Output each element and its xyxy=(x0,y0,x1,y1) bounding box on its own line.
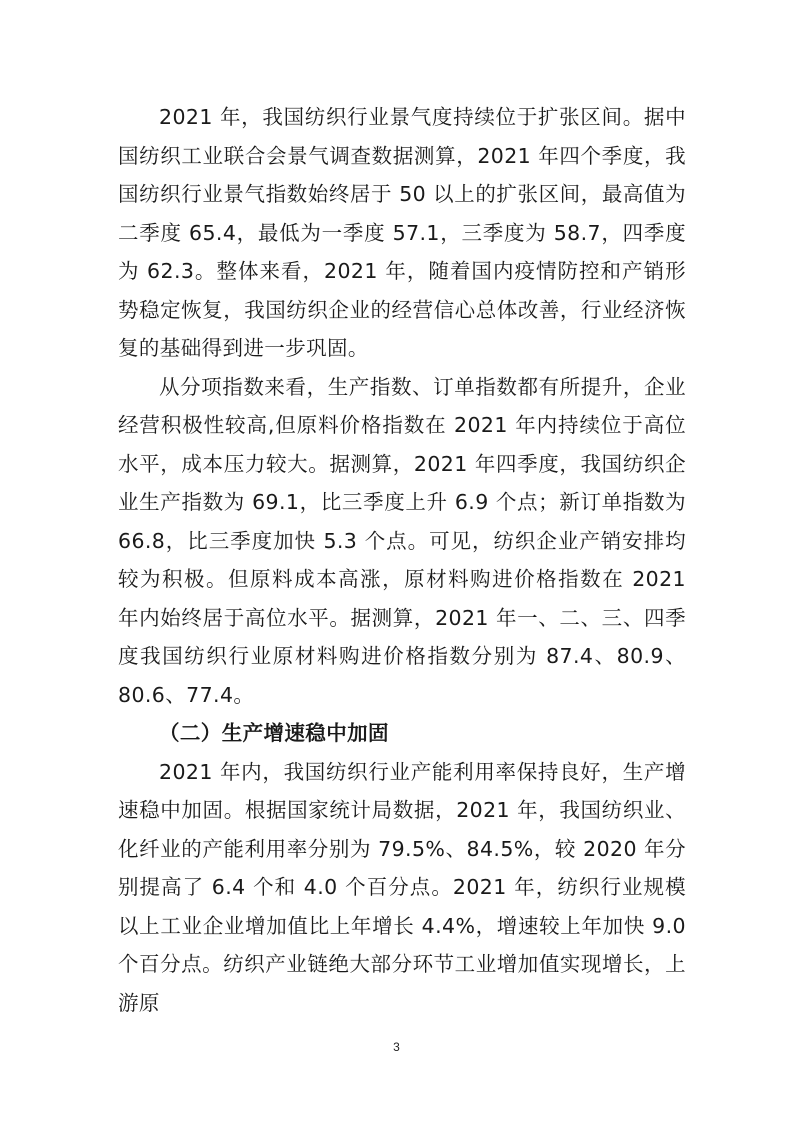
body-text xyxy=(118,98,686,1022)
paragraph-production-growth: 2021 年内，我国纺织行业产能利用率保持良好，生产增速稳中加固。根据国家统计局数据，2021 年，我国纺织业、化纤业的产能利用率分别为 79.5%、84.5%，较 2020 年分别提高了 6.4 个和 4.0 个百分点。2021 年，纺织行业规模以上工业企业增加值比上年增长 4.4%，增速较上年加快 9.0 个百分点。纺织产业链绝大部分环节工业增加值实现增长，上游原 xyxy=(118,759,686,1015)
paragraph-sub-indices: 从分项指数来看，生产指数、订单指数都有所提升，企业经营积极性较高,但原料价格指数在 2021 年内持续位于高位水平，成本压力较大。据测算，2021 年四季度，我国纺织企业生产指数为 69.1，比三季度上升 6.9 个点；新订单指数为 66.8，比三季度加快 5.3 个点。可见，纺织企业产销安排均较为积极。但原料成本高涨，原材料购进价格指数在 2021 年内始终居于高位水平。据测算，2021 年一、二、三、四季度我国纺织行业原材料购进价格指数分别为 87.4、80.9、80.6、77.4。 xyxy=(118,374,686,707)
section-heading: （二）生产增速稳中加固 xyxy=(159,721,389,745)
page-number: 3 xyxy=(393,1040,400,1054)
paragraph-industry-sentiment: 2021 年，我国纺织行业景气度持续位于扩张区间。据中国纺织工业联合会景气调查数据测算，2021 年四个季度，我国纺织行业景气指数始终居于 50 以上的扩张区间，最高值为二季度 65.4，最低为一季度 57.1，三季度为 58.7，四季度为 62.3。整体来看，2021 年，随着国内疫情防控和产销形势稳定恢复，我国纺织企业的经营信心总体改善，行业经济恢复的基础得到进一步巩固。 xyxy=(118,105,686,360)
